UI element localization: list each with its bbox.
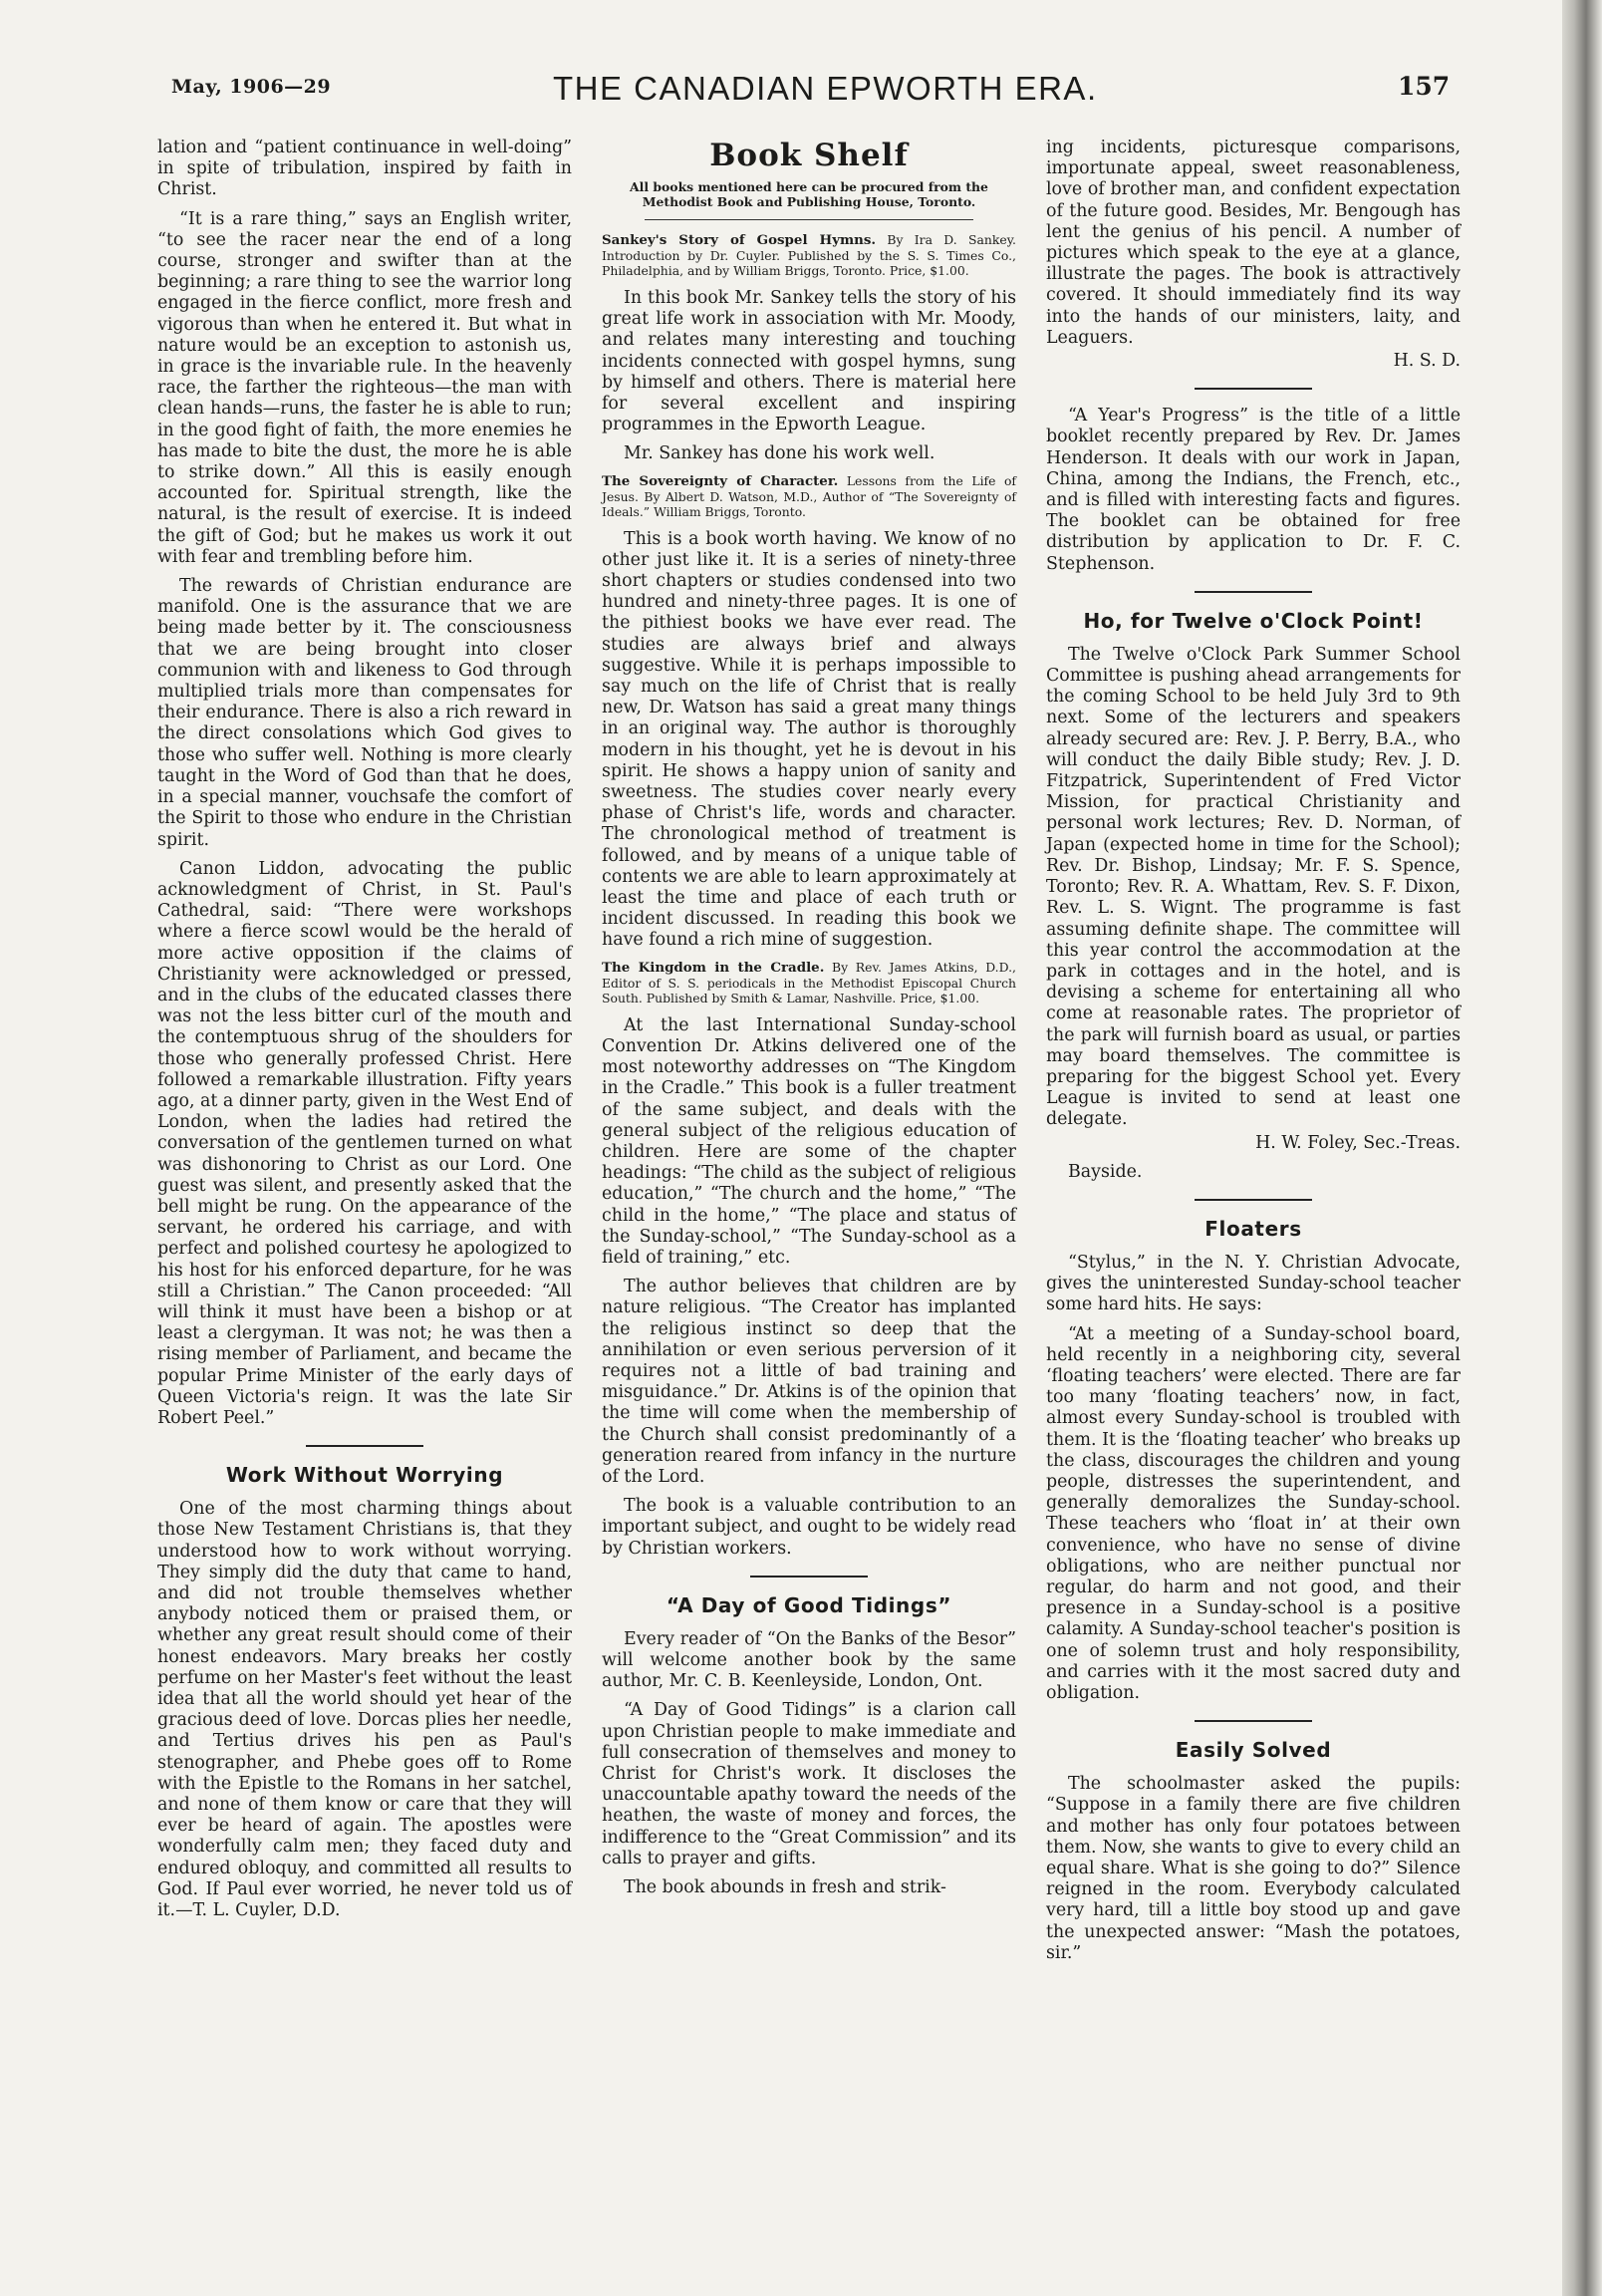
- paragraph: Canon Liddon, advocating the public acknowledgment of Christ, in St. Paul's Cathedral, said: “There were workshops where a fierce scowl would be the herald of more active opposition if the claims of Christianity were acknowledged or pressed, and in the clubs of the educated classes there was not the less bitter curl of the mouth and the contemptuous shrug of the shoulders for those who generally professed Christ. Here followed a remarkable illustration. Fifty years ago, at a dinner party, given in the West End of London, when the ladies had retired the conversation of the gentlemen turned on what was dishonoring to Christ as our Lord. One guest was silent, and presently asked that the bell might be rung. On the appearance of the servant, he ordered his carriage, and with perfect and polished courtesy he apologized to his host for his enforced departure, for he was still a Christian.” The Canon proceeded: “All will think it must have been a bishop or at least a clergyman. It was not; he was then a rising member of Parliament, and became the popular Prime Minister of the early days of Queen Victoria's reign. It was the late Sir Robert Peel.”: [157, 858, 572, 1428]
- publication-title: THE CANADIAN EPWORTH ERA.: [553, 70, 1098, 107]
- book-details: Lessons from the Life of Jesus. By Albert D. Watson, M.D., Author of “The Sovereignty of Ideals.” William Briggs, Toronto.: [602, 472, 1016, 519]
- page-number: 157: [1398, 72, 1451, 101]
- book-entry-header: [602, 473, 1016, 519]
- section-divider: [1195, 591, 1312, 593]
- paragraph: The book is a valuable contribution to an important subject, and ought to be widely read by Christian workers.: [602, 1496, 1016, 1559]
- book-details: By Ira D. Sankey. Introduction by Dr. Cuyler. Published by the S. S. Times Co., Philadelphia, and by William Briggs, Toronto. Price, $1.00.: [602, 232, 1016, 278]
- paragraph: In this book Mr. Sankey tells the story of his great life work in association with Mr. Moody, and relates many interesting and touching incidents connected with gospel hymns, sung by himself and others. There is material here for several excellent and inspiring programmes in the Epworth League.: [602, 288, 1016, 435]
- paragraph: “Stylus,” in the N. Y. Christian Advocate, gives the uninterested Sunday-school teacher some hard hits. He says:: [1046, 1252, 1461, 1315]
- book-title: Sankey's Story of Gospel Hymns.: [602, 232, 877, 248]
- paragraph: This is a book worth having. We know of no other just like it. It is a series of ninety-three short chapters or studies condensed into two hundred and ninety-three pages. It is one of the pithiest books we have ever read. The studies are always brief and always suggestive. While it is perhaps impossible to say much on the life of Christ that is really new, Dr. Watson has said a great many things in an original way. The author is thoroughly modern in his thought, yet he is devout in his spirit. He shows a happy union of sanity and sweetness. The studies cover nearly every phase of Christ's life, words and character. The chronological method of treatment is followed, and by means of a unique table of contents we are able to learn approximately at least the time and place of each truth or incident discussed. In reading this book we have found a rich mine of suggestion.: [602, 528, 1016, 951]
- section-divider: [750, 1576, 868, 1578]
- paragraph: “At a meeting of a Sunday-school board, held recently in a neighboring city, several ‘floating teachers’ were elected. There are far too many ‘floating teachers’ now, in fact, almost every Sunday-school is troubled with them. It is the ‘floating teacher’ who breaks up the class, discourages the children and young people, distresses the superintendent, and generally demoralizes the Sunday-school. These teachers who ‘float in’ at their own convenience, who have no sense of divine obligations, who are neither punctual nor regular, do harm and not good, and their presence in a Sunday-school is a positive calamity. A Sunday-school teacher's position is one of solemn trust and holy responsibility, and carries with it the most sacred duty and obligation.: [1046, 1323, 1461, 1703]
- section-heading-work-without-worrying: Work Without Worrying: [225, 1463, 504, 1488]
- column-left: [157, 138, 572, 1929]
- paragraph: At the last International Sunday-school Convention Dr. Atkins delivered one of the most noteworthy addresses on “The Kingdom in the Cradle.” This book is a fuller treatment of the same subject, and deals with the general subject of the religious education of children. Here are some of the chapter headings: “The child as the subject of religious education,” “The church and the home,” “The child in the home,” “The place and status of the Sunday-school,” “The Sunday-school as a field of training,” etc.: [602, 1014, 1016, 1268]
- paragraph: One of the most charming things about those New Testament Christians is, that they understood how to work without worrying. They simply did the duty that came to hand, and did not trouble themselves whether anybody noticed them or praised them, or whether any great result should come of their honest endeavors. Mary breaks her costly perfume on her Master's feet without the least idea that all the world should yet hear of the gracious deed of love. Dorcas plies her needle, and Tertius drives his pen as Paul's stenographer, and Phebe goes off to Rome with the Epistle to the Romans in her satchel, and none of them know or care that they will ever be heard of again. The apostles were wonderfully calm men; they faced duty and endured obloquy, and committed all results to God. If Paul ever worried, he never told us of it.—T. L. Cuyler, D.D.: [157, 1499, 572, 1921]
- signature: H. S. D.: [1393, 351, 1461, 372]
- column-right: [1046, 138, 1461, 1972]
- paragraph: “A Day of Good Tidings” is a clarion call upon Christian people to make immediate and full consecration of themselves and money to Christ for Christ's work. It discloses the unaccountable apathy toward the needs of the heathen, the waste of money and forces, the indifference to the “Great Commission” and its calls to prayer and gifts.: [602, 1700, 1016, 1868]
- paragraph: ing incidents, picturesque comparisons, importunate appeal, sweet reasonableness, love of brother man, and confident expectation of the future good. Besides, Mr. Bengough has lent the genius of his pencil. A number of pictures which speak to the eye at a glance, illustrate the pages. The book is attractively covered. It should immediately find its way into the hands of our ministers, laity, and Leaguers.: [1046, 138, 1461, 348]
- section-divider: [1195, 1199, 1312, 1201]
- issue-date: May, 1906—29: [171, 76, 332, 98]
- section-divider: [1195, 388, 1312, 390]
- place-name: Bayside.: [1068, 1161, 1143, 1182]
- column-middle: [602, 138, 1016, 1906]
- paragraph: Every reader of “On the Banks of the Besor” will welcome another book by the same author, Mr. C. B. Keenleyside, London, Ont.: [602, 1628, 1016, 1692]
- section-divider: [1195, 1720, 1312, 1722]
- section-heading-floaters: Floaters: [1204, 1216, 1302, 1241]
- paragraph: The rewards of Christian endurance are manifold. One is the assurance that we are being made better by it. The consciousness that we are being brought into closer communion with and likeness to God through multiplied trials more than compensates for their endurance. There is also a rich reward in the direct consolations which God gives to those who suffer well. Nothing is more clearly taught in the Word of God than that he does, in a special manner, vouchsafe the comfort of the Spirit to those who endure in the Christian spirit.: [157, 576, 572, 850]
- paragraph: Mr. Sankey has done his work well.: [624, 443, 935, 464]
- book-shelf-note: All books mentioned here can be procured from the Methodist Book and Publishing House, Toronto.: [630, 179, 988, 209]
- section-heading-day-of-good-tidings: “A Day of Good Tidings”: [666, 1592, 952, 1617]
- paragraph: lation and “patient continuance in well-doing” in spite of tribulation, inspired by faith in Christ.: [157, 138, 572, 200]
- paragraph: “A Year's Progress” is the title of a little booklet recently prepared by Rev. Dr. James Henderson. It deals with our work in Japan, China, among the Indians, the French, etc., and is filled with interesting facts and figures. The booklet can be obtained for free distribution by application to Dr. F. C. Stephenson.: [1046, 406, 1461, 574]
- book-title: The Kingdom in the Cradle.: [602, 959, 825, 976]
- paragraph: “It is a rare thing,” says an English writer, “to see the racer near the end of a long course, stronger and swifter than at the beginning; a rare thing to see the warrior long engaged in the fierce conflict, more fresh and vigorous than when he entered it. But what in nature would be an exception to astonish us, in grace is the invariable rule. In the heavenly race, the farther the righteous—the man with clean hands—runs, the faster he is able to run; in the good fight of faith, the more enemies he has made to bite the dust, the more he is able to strike down.” All this is easily enough accounted for. Spiritual strength, like the natural, is the result of exercise. It is indeed the gift of God; but he makes us work it out with fear and trembling before him.: [157, 208, 572, 567]
- signature: H. W. Foley, Sec.-Treas.: [1255, 1132, 1461, 1153]
- book-binding-edge: [1562, 0, 1602, 2296]
- book-entry-header: [602, 232, 1016, 278]
- book-details: By Rev. James Atkins, D.D., Editor of S. S. periodicals in the Methodist Episcopal Church South. Published by Smith & Lamar, Nashville. Price, $1.00.: [602, 959, 1016, 1005]
- section-heading-twelve-oclock-point: Ho, for Twelve o'Clock Point!: [1083, 608, 1424, 633]
- section-divider: [645, 219, 973, 220]
- section-divider: [306, 1445, 423, 1447]
- book-entry-header: [602, 960, 1016, 1005]
- paragraph: The schoolmaster asked the pupils: “Suppose in a family there are five children and mother has only four potatoes between them. Now, she wants to give to every child an equal share. What is she going to do?” Silence reigned in the room. Everybody calculated very hard, till a little boy stood up and gave the unexpected answer: “Mash the potatoes, sir.”: [1046, 1774, 1461, 1963]
- book-title: The Sovereignty of Character.: [602, 472, 839, 489]
- paragraph: The Twelve o'Clock Park Summer School Committee is pushing ahead arrangements for the coming School to be held July 3rd to 9th next. Some of the lecturers and speakers already secured are: Rev. J. P. Berry, B.A., who will conduct the daily Bible study; Rev. J. D. Fitzpatrick, Superintendent of Fred Victor Mission, for practical Christianity and personal work lectures; Rev. D. Norman, of Japan (expected home in time for the School); Rev. Dr. Bishop, Lindsay; Mr. F. S. Spence, Toronto; Rev. R. A. Whattam, Rev. S. F. Dixon, Rev. L. S. Wignt. The programme is fast assuming definite shape. The committee will this year control the accommodation at the park in cottages and in the hotel, and is devising a scheme for entertaining all who come at reasonable rates. The proprietor of the park will furnish board as usual, or parties may board themselves. The committee is preparing for the biggest School yet. Every League is invited to send at least one delegate.: [1046, 644, 1461, 1130]
- paragraph: The author believes that children are by nature religious. “The Creator has implanted the religious instinct so deep that the annihilation or even serious perversion of it requires not a little of bad training and misguidance.” Dr. Atkins is of the opinion that the time will come when the membership of the Church shall consist predominantly of a generation reared from infancy in the nurture of the Lord.: [602, 1277, 1016, 1487]
- section-heading-book-shelf: Book Shelf: [709, 138, 909, 173]
- paragraph: The book abounds in fresh and strik-: [624, 1877, 946, 1897]
- section-heading-easily-solved: Easily Solved: [1175, 1738, 1332, 1763]
